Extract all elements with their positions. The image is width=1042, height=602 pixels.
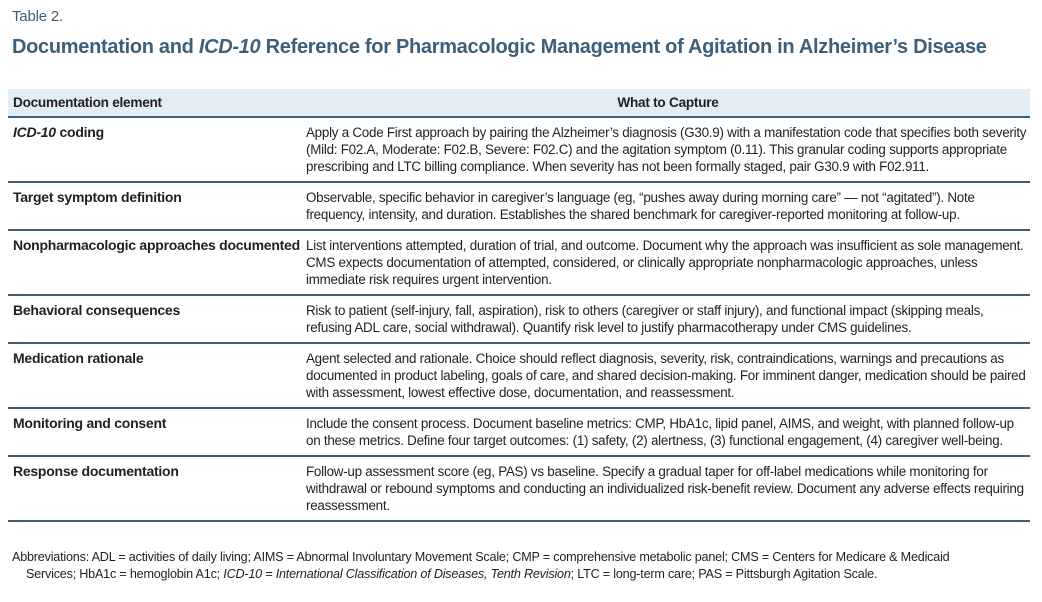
table-title — [12, 35, 1022, 60]
what-to-capture-cell: Include the consent process. Document baseline metrics: CMP, HbA1c, lipid panel, AIMS, and weight, with planned follow-up on these metrics. Define four target outcomes: (1) safety, (2) alertness, (3) functional engagement, (4) caregiver well-being. — [306, 408, 1030, 456]
documentation-element-cell — [8, 182, 306, 230]
table-row — [8, 408, 1030, 456]
abbreviations-line-2 — [12, 566, 1022, 583]
what-to-capture-cell: List interventions attempted, duration of trial, and outcome. Document why the approach was insufficient as sole management. CMS expects documentation of attempted, considered, or clinically appropriate nonpharmacologic approaches, unless immediate risk requires urgent intervention. — [306, 230, 1030, 295]
documentation-table — [8, 89, 1030, 522]
table-row — [8, 295, 1030, 343]
what-to-capture-cell: Observable, specific behavior in caregiver’s language (eg, “pushes away during morning care” — not “agitated”). Note frequency, intensity, and duration. Establishes the shared benchmark for caregiver-reported monitoring at follow-up. — [306, 182, 1030, 230]
element-label: Medication rationale — [13, 350, 144, 366]
abbr-line2-a: Services; HbA1c = hemoglobin A1c; — [26, 567, 224, 581]
table-label: Table 2. — [12, 8, 63, 25]
what-to-capture-cell: Risk to patient (self-injury, fall, aspiration), risk to others (caregiver or staff injury), and functional impact (skipping meals, refusing ADL care, social withdrawal). Quantify risk level to justify pharmacotherapy under CMS guidelines. — [306, 295, 1030, 343]
table-body — [8, 117, 1030, 521]
table-row — [8, 230, 1030, 295]
abbr-line2-italic: ICD-10 = International Classification of Diseases, Tenth Revision — [223, 567, 571, 581]
table-row — [8, 117, 1030, 182]
table-header-row — [8, 89, 1030, 117]
table-row — [8, 182, 1030, 230]
what-to-capture-cell: Follow-up assessment score (eg, PAS) vs baseline. Specify a gradual taper for off-label medications while monitoring for withdrawal or rebound symptoms and conducting an individualized risk-benefit review. Document any adverse effects requiring reassessment. — [306, 456, 1030, 521]
title-part1: Documentation and — [12, 36, 199, 58]
element-label: Nonpharmacologic approaches documented — [13, 237, 300, 253]
element-italic: ICD-10 — [13, 124, 56, 140]
header-what-to-capture: What to Capture — [306, 89, 1030, 117]
documentation-element-cell — [8, 295, 306, 343]
element-label: Target symptom definition — [13, 189, 182, 205]
documentation-element-cell — [8, 117, 306, 182]
table-row — [8, 456, 1030, 521]
documentation-element-cell — [8, 408, 306, 456]
abbreviations-footnote — [12, 549, 1022, 583]
element-label: coding — [55, 124, 104, 140]
header-documentation-element: Documentation element — [8, 89, 306, 117]
documentation-element-cell — [8, 230, 306, 295]
title-part2: Reference for Pharmacologic Management of Agitation in Alzheimer’s Disease — [260, 36, 987, 58]
element-label: Behavioral consequences — [13, 302, 180, 318]
documentation-element-cell — [8, 343, 306, 408]
documentation-element-cell — [8, 456, 306, 521]
element-label: Monitoring and consent — [13, 415, 167, 431]
table-row — [8, 343, 1030, 408]
abbreviations-line-1: Abbreviations: ADL = activities of daily living; AIMS = Abnormal Involuntary Movement Scale; CMP = comprehensive metabolic panel; CMS = Centers for Medicare & Medicaid — [12, 550, 950, 564]
abbr-line2-b: ; LTC = long-term care; PAS = Pittsburgh Agitation Scale. — [570, 567, 878, 581]
what-to-capture-cell: Apply a Code First approach by pairing the Alzheimer’s diagnosis (G30.9) with a manifestation code that specifies both severity (Mild: F02.A, Moderate: F02.B, Severe: F02.C) and the agitation symptom (0.11). This granular coding supports appropriate prescribing and LTC billing compliance. When severity has not been formally staged, pair G30.9 with F02.911. — [306, 117, 1030, 182]
title-italic: ICD-10 — [198, 36, 261, 58]
element-label: Response documentation — [13, 463, 179, 479]
what-to-capture-cell: Agent selected and rationale. Choice should reflect diagnosis, severity, risk, contraindications, warnings and precautions as documented in product labeling, goals of care, and shared decision-making. For imminent danger, medication should be paired with assessment, lowest effective dose, documentation, and reassessment. — [306, 343, 1030, 408]
